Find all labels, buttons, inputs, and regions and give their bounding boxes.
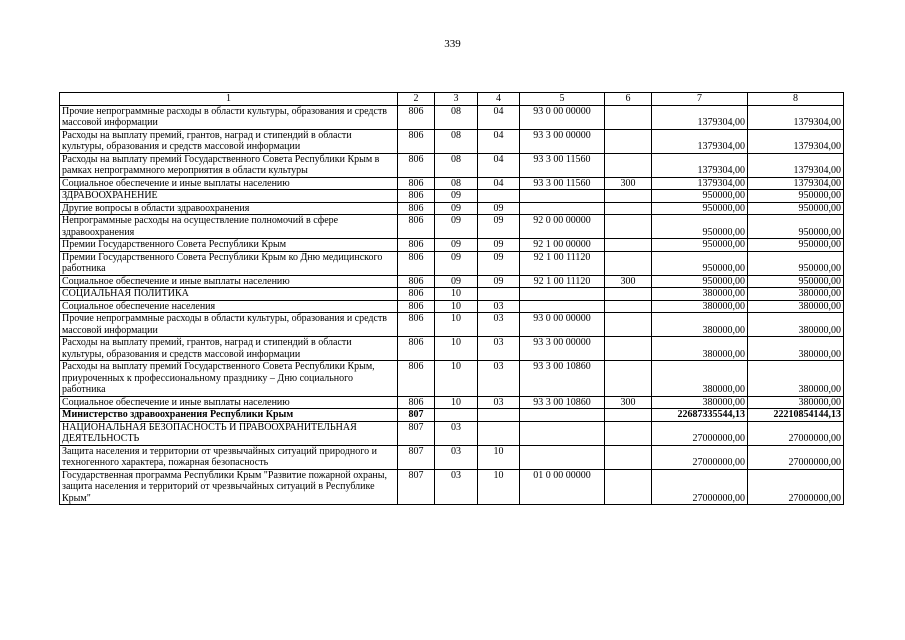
header-cell: 3	[435, 93, 478, 106]
row-name-cell: СОЦИАЛЬНАЯ ПОЛИТИКА	[60, 288, 398, 301]
subsection-code-cell: 03	[478, 313, 520, 337]
expense-type-cell	[605, 153, 652, 177]
expense-type-cell	[605, 300, 652, 313]
ministry-code-cell: 806	[398, 275, 435, 288]
expense-type-cell	[605, 337, 652, 361]
subsection-code-cell	[478, 409, 520, 422]
target-article-cell: 93 0 00 00000	[520, 105, 605, 129]
header-cell: 1	[60, 93, 398, 106]
row-name-cell: Социальное обеспечение и иные выплаты населению	[60, 275, 398, 288]
section-code-cell: 09	[435, 202, 478, 215]
amount-year1-cell: 22687335544,13	[652, 409, 748, 422]
row-name-cell: Расходы на выплату премий Государственного Совета Республики Крым в рамках непрограммного мероприятия в области культуры	[60, 153, 398, 177]
table-row	[60, 337, 844, 361]
expense-type-cell	[605, 215, 652, 239]
table-row	[60, 469, 844, 505]
amount-year2-cell: 950000,00	[748, 239, 844, 252]
amount-year2-cell: 27000000,00	[748, 469, 844, 505]
row-name-cell: Расходы на выплату премий, грантов, наград и стипендий в области культуры, образования и средств массовой информации	[60, 129, 398, 153]
subsection-code-cell: 09	[478, 215, 520, 239]
subsection-code-cell: 09	[478, 251, 520, 275]
table-row	[60, 129, 844, 153]
amount-year2-cell: 950000,00	[748, 251, 844, 275]
section-code-cell: 08	[435, 177, 478, 190]
table-row	[60, 409, 844, 422]
row-name-cell: Прочие непрограммные расходы в области культуры, образования и средств массовой информации	[60, 105, 398, 129]
subsection-code-cell: 03	[478, 300, 520, 313]
section-code-cell: 10	[435, 337, 478, 361]
amount-year1-cell: 27000000,00	[652, 445, 748, 469]
expense-type-cell	[605, 105, 652, 129]
row-name-cell: Премии Государственного Совета Республики Крым ко Дню медицинского работника	[60, 251, 398, 275]
subsection-code-cell: 03	[478, 396, 520, 409]
section-code-cell: 08	[435, 153, 478, 177]
row-name-cell: Прочие непрограммные расходы в области культуры, образования и средств массовой информации	[60, 313, 398, 337]
amount-year1-cell: 950000,00	[652, 202, 748, 215]
table-row	[60, 202, 844, 215]
expense-type-cell	[605, 313, 652, 337]
target-article-cell	[520, 445, 605, 469]
subsection-code-cell: 03	[478, 337, 520, 361]
row-name-cell: Социальное обеспечение и иные выплаты населению	[60, 177, 398, 190]
expense-type-cell	[605, 239, 652, 252]
section-code-cell: 09	[435, 190, 478, 203]
section-code-cell: 03	[435, 445, 478, 469]
section-code-cell: 08	[435, 129, 478, 153]
target-article-cell	[520, 288, 605, 301]
section-code-cell: 09	[435, 275, 478, 288]
ministry-code-cell: 806	[398, 105, 435, 129]
target-article-cell: 92 1 00 00000	[520, 239, 605, 252]
table-row	[60, 153, 844, 177]
table-row	[60, 421, 844, 445]
ministry-code-cell: 807	[398, 445, 435, 469]
table-row	[60, 288, 844, 301]
amount-year2-cell: 22210854144,13	[748, 409, 844, 422]
subsection-code-cell: 09	[478, 275, 520, 288]
amount-year1-cell: 1379304,00	[652, 129, 748, 153]
row-name-cell: Министерство здравоохранения Республики Крым	[60, 409, 398, 422]
budget-table	[59, 92, 844, 505]
ministry-code-cell: 806	[398, 251, 435, 275]
table-row	[60, 445, 844, 469]
target-article-cell: 93 3 00 00000	[520, 129, 605, 153]
amount-year2-cell: 1379304,00	[748, 105, 844, 129]
row-name-cell: Непрограммные расходы на осуществление полномочий в сфере здравоохранения	[60, 215, 398, 239]
header-cell: 4	[478, 93, 520, 106]
subsection-code-cell: 03	[478, 361, 520, 397]
target-article-cell	[520, 421, 605, 445]
amount-year1-cell: 380000,00	[652, 337, 748, 361]
expense-type-cell: 300	[605, 177, 652, 190]
row-name-cell: Расходы на выплату премий, грантов, наград и стипендий в области культуры, образования и средств массовой информации	[60, 337, 398, 361]
target-article-cell: 93 3 00 10860	[520, 361, 605, 397]
amount-year2-cell: 380000,00	[748, 288, 844, 301]
amount-year2-cell: 1379304,00	[748, 177, 844, 190]
amount-year2-cell: 950000,00	[748, 275, 844, 288]
ministry-code-cell: 806	[398, 202, 435, 215]
target-article-cell: 93 3 00 10860	[520, 396, 605, 409]
ministry-code-cell: 806	[398, 153, 435, 177]
expense-type-cell	[605, 469, 652, 505]
amount-year1-cell: 380000,00	[652, 396, 748, 409]
amount-year2-cell: 950000,00	[748, 190, 844, 203]
header-cell: 6	[605, 93, 652, 106]
amount-year2-cell: 380000,00	[748, 337, 844, 361]
table-header-row	[60, 93, 844, 106]
expense-type-cell	[605, 202, 652, 215]
ministry-code-cell: 806	[398, 177, 435, 190]
table-row	[60, 313, 844, 337]
section-code-cell: 09	[435, 251, 478, 275]
amount-year1-cell: 950000,00	[652, 251, 748, 275]
section-code-cell: 09	[435, 215, 478, 239]
ministry-code-cell: 806	[398, 300, 435, 313]
target-article-cell: 92 1 00 11120	[520, 251, 605, 275]
ministry-code-cell: 806	[398, 129, 435, 153]
subsection-code-cell: 04	[478, 105, 520, 129]
target-article-cell	[520, 300, 605, 313]
subsection-code-cell	[478, 190, 520, 203]
target-article-cell	[520, 190, 605, 203]
expense-type-cell	[605, 129, 652, 153]
section-code-cell: 09	[435, 239, 478, 252]
row-name-cell: Социальное обеспечение населения	[60, 300, 398, 313]
amount-year1-cell: 380000,00	[652, 288, 748, 301]
expense-type-cell	[605, 251, 652, 275]
target-article-cell: 92 1 00 11120	[520, 275, 605, 288]
header-cell: 8	[748, 93, 844, 106]
section-code-cell: 03	[435, 469, 478, 505]
ministry-code-cell: 806	[398, 239, 435, 252]
expense-type-cell: 300	[605, 396, 652, 409]
amount-year2-cell: 380000,00	[748, 361, 844, 397]
table-row	[60, 396, 844, 409]
subsection-code-cell	[478, 288, 520, 301]
section-code-cell: 10	[435, 313, 478, 337]
expense-type-cell: 300	[605, 275, 652, 288]
amount-year2-cell: 380000,00	[748, 396, 844, 409]
subsection-code-cell	[478, 421, 520, 445]
section-code-cell: 10	[435, 396, 478, 409]
table-row	[60, 251, 844, 275]
target-article-cell	[520, 409, 605, 422]
target-article-cell: 92 0 00 00000	[520, 215, 605, 239]
amount-year1-cell: 950000,00	[652, 275, 748, 288]
table-row	[60, 239, 844, 252]
expense-type-cell	[605, 445, 652, 469]
expense-type-cell	[605, 288, 652, 301]
row-name-cell: Премии Государственного Совета Республики Крым	[60, 239, 398, 252]
header-cell: 5	[520, 93, 605, 106]
ministry-code-cell: 806	[398, 313, 435, 337]
table-row	[60, 105, 844, 129]
amount-year2-cell: 380000,00	[748, 313, 844, 337]
subsection-code-cell: 04	[478, 129, 520, 153]
ministry-code-cell: 807	[398, 409, 435, 422]
section-code-cell: 10	[435, 288, 478, 301]
ministry-code-cell: 807	[398, 421, 435, 445]
amount-year1-cell: 27000000,00	[652, 469, 748, 505]
amount-year2-cell: 380000,00	[748, 300, 844, 313]
ministry-code-cell: 806	[398, 361, 435, 397]
amount-year2-cell: 1379304,00	[748, 129, 844, 153]
target-article-cell: 93 3 00 11560	[520, 153, 605, 177]
row-name-cell: Другие вопросы в области здравоохранения	[60, 202, 398, 215]
subsection-code-cell: 09	[478, 239, 520, 252]
subsection-code-cell: 10	[478, 445, 520, 469]
amount-year2-cell: 1379304,00	[748, 153, 844, 177]
ministry-code-cell: 807	[398, 469, 435, 505]
amount-year1-cell: 950000,00	[652, 190, 748, 203]
amount-year2-cell: 27000000,00	[748, 445, 844, 469]
amount-year1-cell: 950000,00	[652, 239, 748, 252]
row-name-cell: ЗДРАВООХРАНЕНИЕ	[60, 190, 398, 203]
table-row	[60, 300, 844, 313]
section-code-cell: 03	[435, 421, 478, 445]
amount-year1-cell: 1379304,00	[652, 177, 748, 190]
subsection-code-cell: 10	[478, 469, 520, 505]
ministry-code-cell: 806	[398, 190, 435, 203]
amount-year1-cell: 950000,00	[652, 215, 748, 239]
target-article-cell	[520, 202, 605, 215]
amount-year2-cell: 950000,00	[748, 215, 844, 239]
amount-year1-cell: 380000,00	[652, 300, 748, 313]
target-article-cell: 93 3 00 00000	[520, 337, 605, 361]
subsection-code-cell: 04	[478, 177, 520, 190]
table-row	[60, 177, 844, 190]
target-article-cell: 01 0 00 00000	[520, 469, 605, 505]
target-article-cell: 93 3 00 11560	[520, 177, 605, 190]
amount-year2-cell: 27000000,00	[748, 421, 844, 445]
table-row	[60, 190, 844, 203]
section-code-cell: 10	[435, 361, 478, 397]
ministry-code-cell: 806	[398, 288, 435, 301]
section-code-cell	[435, 409, 478, 422]
subsection-code-cell: 04	[478, 153, 520, 177]
table-row	[60, 361, 844, 397]
header-cell: 2	[398, 93, 435, 106]
section-code-cell: 10	[435, 300, 478, 313]
expense-type-cell	[605, 190, 652, 203]
page-number: 339	[444, 38, 461, 50]
expense-type-cell	[605, 421, 652, 445]
row-name-cell: Социальное обеспечение и иные выплаты населению	[60, 396, 398, 409]
header-cell: 7	[652, 93, 748, 106]
expense-type-cell	[605, 409, 652, 422]
table-row	[60, 275, 844, 288]
amount-year1-cell: 380000,00	[652, 313, 748, 337]
section-code-cell: 08	[435, 105, 478, 129]
table-row	[60, 215, 844, 239]
target-article-cell: 93 0 00 00000	[520, 313, 605, 337]
row-name-cell: Государственная программа Республики Крым "Развитие пожарной охраны, защита населения и территорий от чрезвычайных ситуаций в Республике Крым"	[60, 469, 398, 505]
amount-year1-cell: 27000000,00	[652, 421, 748, 445]
expense-type-cell	[605, 361, 652, 397]
amount-year1-cell: 1379304,00	[652, 105, 748, 129]
ministry-code-cell: 806	[398, 337, 435, 361]
subsection-code-cell: 09	[478, 202, 520, 215]
ministry-code-cell: 806	[398, 396, 435, 409]
row-name-cell: НАЦИОНАЛЬНАЯ БЕЗОПАСНОСТЬ И ПРАВООХРАНИТЕЛЬНАЯ ДЕЯТЕЛЬНОСТЬ	[60, 421, 398, 445]
row-name-cell: Защита населения и территории от чрезвычайных ситуаций природного и техногенного характера, пожарная безопасность	[60, 445, 398, 469]
amount-year1-cell: 1379304,00	[652, 153, 748, 177]
ministry-code-cell: 806	[398, 215, 435, 239]
amount-year2-cell: 950000,00	[748, 202, 844, 215]
row-name-cell: Расходы на выплату премий Государственного Совета Республики Крым, приуроченных к профессиональному празднику – Дню социального работника	[60, 361, 398, 397]
amount-year1-cell: 380000,00	[652, 361, 748, 397]
